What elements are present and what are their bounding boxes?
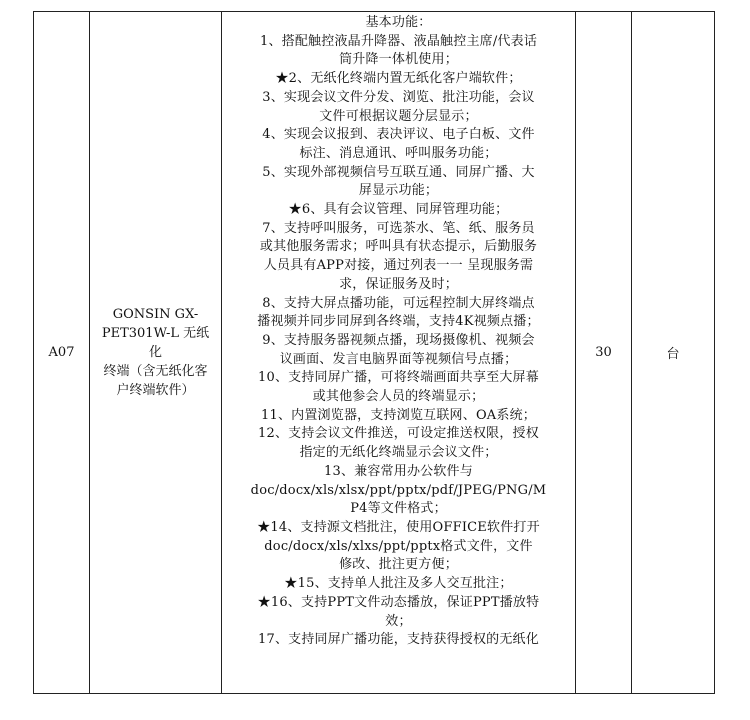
feature-description (222, 12, 575, 693)
unit: 台 (666, 347, 680, 362)
description-line: 指定的无纸化终端显示会议文件； (299, 445, 498, 461)
description-line: 议画面、发言电脑界面等视频信号点播； (279, 351, 518, 367)
description-cell (222, 12, 576, 694)
description-line: doc/docx/xls/xlsx/ppt/pptx/pdf/JPEG/PNG/M (250, 482, 547, 498)
description-line: 4、实现会议报到、表决评议、电子白板、文件 (262, 127, 535, 143)
spec-table (33, 11, 715, 694)
description-line: doc/docx/xls/xlxs/ppt/pptx格式文件，文件 (264, 538, 533, 554)
product-name-line: PET301W-L 无纸化 (101, 326, 210, 360)
unit-cell (632, 12, 715, 694)
quantity-cell (576, 12, 632, 694)
item-id: A07 (48, 345, 75, 360)
description-line: 人员具有APP对接，通过列表一一 呈现服务需 (263, 258, 534, 274)
description-line: ★6、具有会议管理、同屏管理功能； (288, 202, 509, 218)
description-line: 12、支持会议文件推送，可设定推送权限，授权 (258, 426, 539, 442)
description-line: ★16、支持PPT文件动态播放，保证PPT播放特 (257, 594, 540, 610)
description-line: ★15、支持单人批注及多人交互批注； (284, 576, 513, 592)
product-name-line: 户终端软件） (116, 383, 195, 398)
product-name-cell (90, 12, 222, 694)
description-line: 9、支持服务器视频点播，现场摄像机、视频会 (262, 332, 535, 348)
product-name-line: 终端（含无纸化客 (103, 364, 208, 379)
quantity: 30 (595, 345, 612, 360)
description-line: 文件可根据议题分层显示； (319, 108, 478, 124)
description-line: 8、支持大屏点播功能，可远程控制大屏终端点 (262, 295, 535, 311)
description-line: 1、搭配触控液晶升降器、液晶触控主席/代表话 (259, 33, 538, 49)
description-line: 11、内置浏览器，支持浏览互联网、OA系统； (261, 407, 536, 423)
description-line: 效； (385, 613, 412, 629)
description-line: 标注、消息通讯、呼叫服务功能； (299, 145, 498, 161)
description-line: 7、支持呼叫服务，可选茶水、笔、纸、服务员 (262, 220, 535, 236)
description-line: 5、实现外部视频信号互联互通、同屏广播、大 (262, 164, 535, 180)
description-line: 或其他参会人员的终端显示； (312, 389, 485, 405)
description-line: 10、支持同屏广播，可将终端画面共享至大屏幕 (258, 370, 539, 386)
description-line: 13、兼容常用办公软件与 (324, 463, 473, 479)
description-line: 求，保证服务及时； (339, 276, 458, 292)
description-line: 屏显示功能； (358, 183, 439, 199)
description-line: 或其他服务需求；呼叫具有状态提示，后勤服务 (259, 239, 538, 255)
product-name-line: GONSIN GX- (112, 307, 199, 322)
description-line: ★14、支持源文档批注，使用OFFICE软件打开 (257, 519, 540, 535)
description-line: 3、实现会议文件分发、浏览、批注功能，会议 (262, 89, 535, 105)
description-line: 修改、批注更方便； (339, 557, 458, 573)
item-id-cell (34, 12, 90, 694)
description-line: 基本功能： (365, 15, 432, 30)
description-line: ★2、无纸化终端内置无纸化客户端软件； (275, 71, 522, 87)
description-line: 17、支持同屏广播功能，支持获得授权的无纸化 (258, 632, 539, 648)
table-row (34, 12, 715, 694)
description-line: P4等文件格式； (350, 501, 447, 517)
description-line: 播视频并同步同屏到各终端，支持4K视频点播； (257, 314, 540, 330)
description-line: 筒升降一体机使用； (339, 52, 458, 68)
